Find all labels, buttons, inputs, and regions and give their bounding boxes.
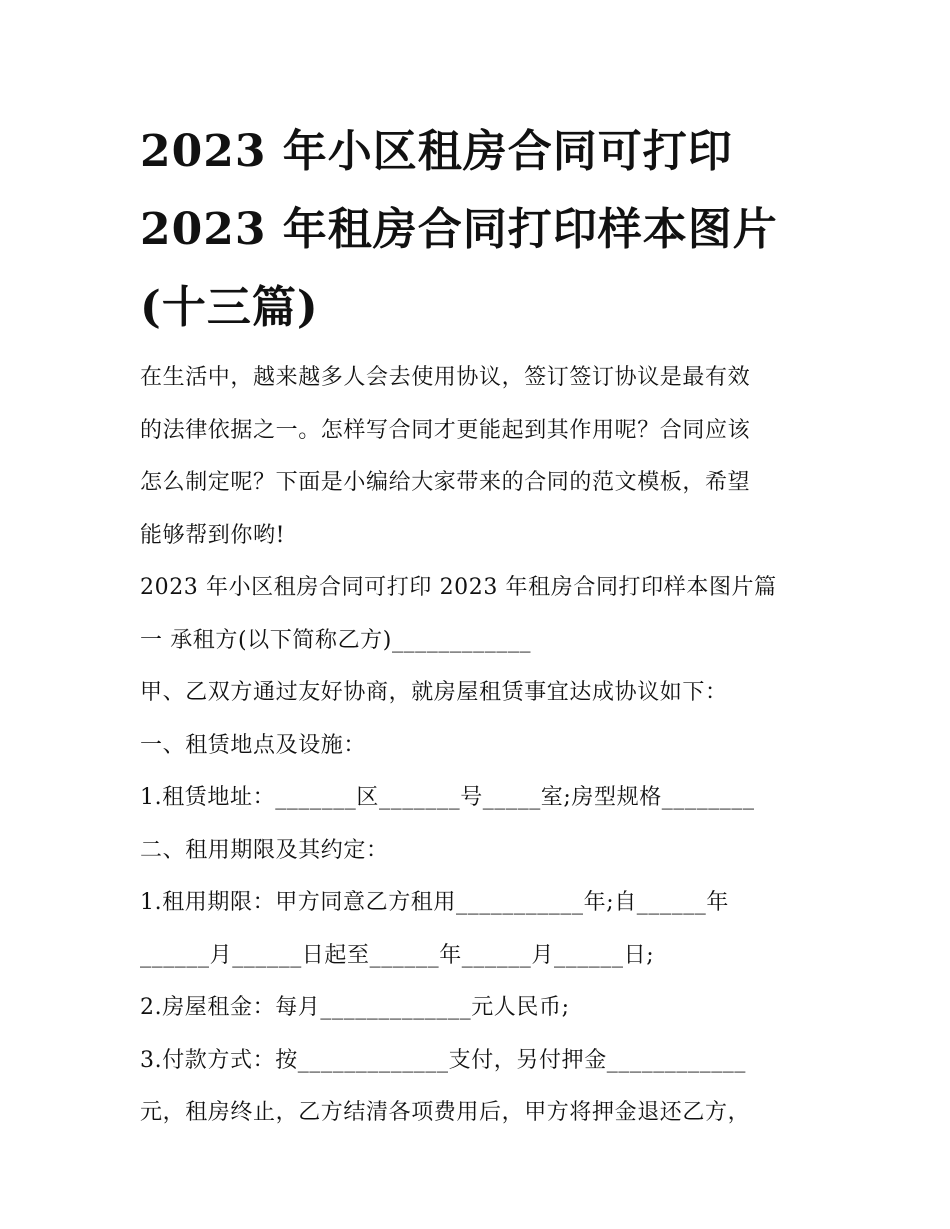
- section-heading-line: 2023 年小区租房合同可打印 2023 年租房合同打印样本图片篇: [140, 575, 777, 600]
- clause-term-dates: ______月______日起至______年______月______日;: [140, 942, 655, 968]
- document-body: [140, 352, 830, 1140]
- clause-heading-1: 一、租赁地点及设施：: [140, 732, 367, 758]
- body-line: 怎么制定呢？下面是小编给大家带来的合同的范文模板，希望: [140, 470, 751, 495]
- clause-heading-2: 二、租用期限及其约定：: [140, 837, 389, 863]
- clause-payment: 3.付款方式：按_____________支付，另付押金____________: [140, 1047, 746, 1073]
- body-line: 在生活中，越来越多人会去使用协议，签订签订协议是最有效: [140, 365, 751, 390]
- lessee-line: 一 承租方(以下简称乙方)____________: [140, 627, 532, 653]
- title-line-3: (十三篇): [140, 282, 319, 333]
- clause-term: 1.租用期限：甲方同意乙方租用___________年;自______年: [140, 890, 730, 915]
- title-line-1: 2023 年小区租房合同可打印: [140, 126, 733, 177]
- clause-deposit: 元，租房终止，乙方结清各项费用后，甲方将押金退还乙方，: [140, 1100, 751, 1125]
- body-line: 能够帮到你哟!: [140, 522, 286, 548]
- agreement-intro: 甲、乙双方通过友好协商，就房屋租赁事宜达成协议如下：: [140, 680, 728, 705]
- document-title: [140, 113, 830, 347]
- clause-address: 1.租赁地址：_______区_______号_____室;房型规格________: [140, 785, 755, 810]
- title-line-2: 2023 年租房合同打印样本图片: [140, 204, 778, 255]
- body-line: 的法律依据之一。怎样写合同才更能起到其作用呢？合同应该: [140, 417, 751, 443]
- clause-rent: 2.房屋租金：每月_____________元人民币;: [140, 995, 570, 1020]
